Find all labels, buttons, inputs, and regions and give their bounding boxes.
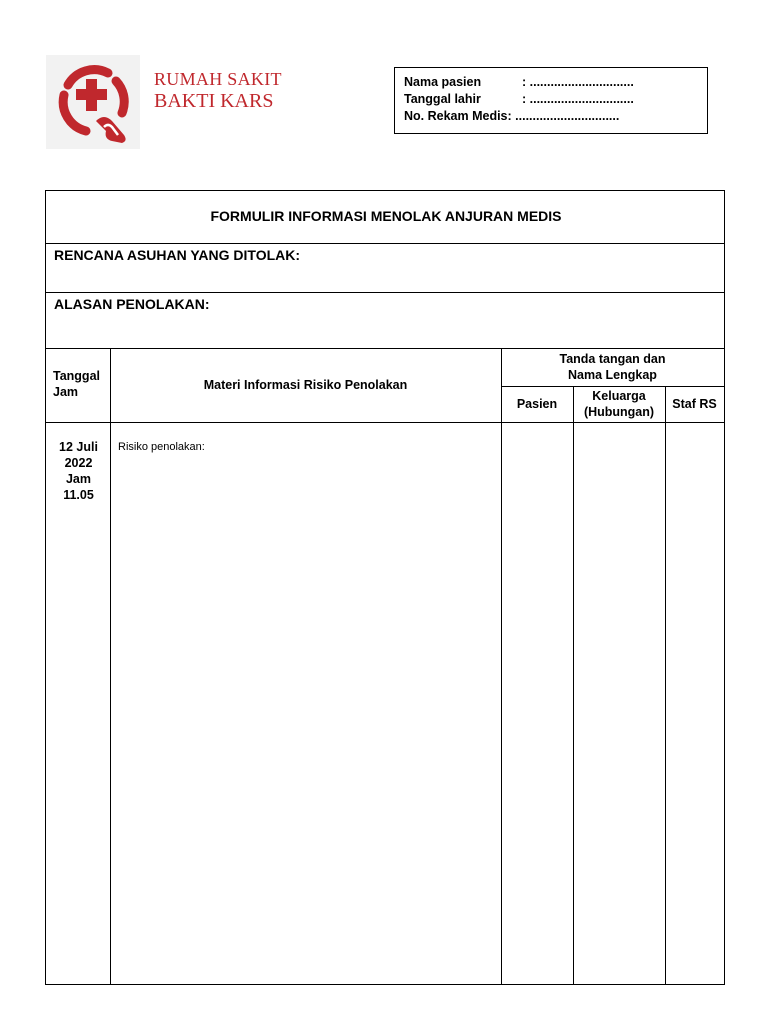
column-divider <box>573 386 574 984</box>
column-divider <box>501 348 502 984</box>
column-header-signature <box>501 351 724 383</box>
rejected-plan-label: RENCANA ASUHAN YANG DITOLAK: <box>54 247 301 263</box>
column-header-staff: Staf RS <box>672 397 717 411</box>
patient-name-field[interactable]: : .............................. <box>522 75 634 89</box>
hospital-logo <box>46 55 140 149</box>
rejection-form <box>45 190 725 985</box>
column-header-signature-line1: Tanda tangan dan <box>559 352 666 366</box>
hospital-name-line1: RUMAH SAKIT <box>154 69 282 89</box>
table-top-border <box>46 348 724 349</box>
column-header-date <box>46 368 110 400</box>
patient-dob-row <box>404 91 634 107</box>
table-header-bottom-border <box>46 422 724 423</box>
column-divider <box>665 386 666 984</box>
hospital-name <box>154 70 282 112</box>
table-row-material: Risiko penolakan: <box>118 441 205 453</box>
table-row-date <box>46 439 111 503</box>
divider <box>46 292 724 293</box>
patient-dob-label: Tanggal lahir <box>404 92 481 106</box>
patient-info-box <box>394 67 708 134</box>
patient-mrn-label: No. Rekam Medis <box>404 109 508 123</box>
hospital-cross-icon <box>46 55 140 149</box>
column-header-family <box>573 388 665 420</box>
form-title: FORMULIR INFORMASI MENOLAK ANJURAN MEDIS <box>210 208 562 224</box>
column-header-date-line1: Tanggal <box>53 369 100 383</box>
date-line4: 11.05 <box>63 488 94 502</box>
patient-name-row <box>404 74 634 90</box>
column-header-date-line2: Jam <box>53 385 79 399</box>
patient-name-label: Nama pasien <box>404 75 482 89</box>
date-line2: 2022 <box>64 456 93 470</box>
column-header-family-line1: Keluarga <box>592 389 646 403</box>
signature-subheader-divider <box>501 386 724 387</box>
column-header-signature-line2: Nama Lengkap <box>568 368 657 382</box>
patient-dob-field[interactable]: : .............................. <box>522 92 634 106</box>
column-header-patient: Pasien <box>516 397 558 411</box>
column-header-material: Materi Informasi Risiko Penolakan <box>203 378 408 392</box>
date-line3: Jam <box>65 472 92 486</box>
patient-mrn-row <box>404 108 619 124</box>
divider <box>46 243 724 244</box>
rejection-reason-label: ALASAN PENOLAKAN: <box>54 296 210 312</box>
patient-mrn-field[interactable]: : .............................. <box>507 109 620 123</box>
date-line1: 12 Juli <box>59 440 98 454</box>
column-header-family-line2: (Hubungan) <box>583 405 655 419</box>
hospital-name-line2: BAKTI KARS <box>154 89 274 112</box>
